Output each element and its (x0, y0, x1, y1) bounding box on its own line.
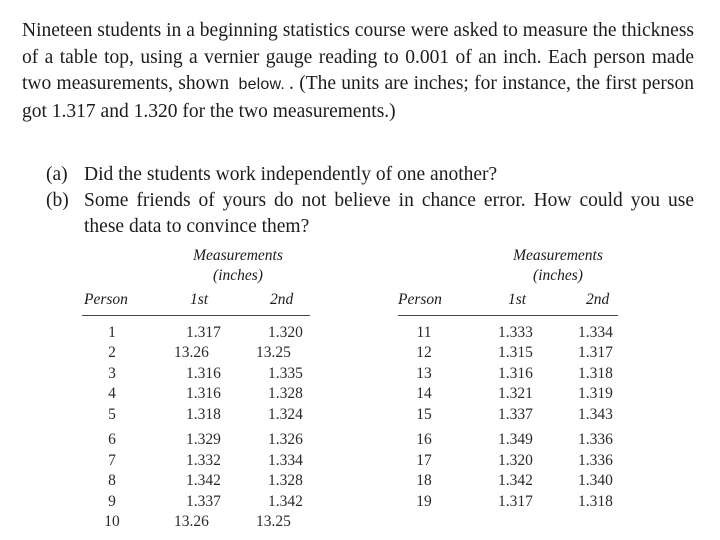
measurement-second: 13.25 (256, 513, 291, 530)
person-number: 16 (416, 431, 432, 448)
right-col-second: 2nd (586, 291, 610, 308)
question-b (46, 188, 694, 240)
measurement-first: 1.332 (186, 452, 221, 469)
left-group-header (168, 246, 308, 286)
paragraph-part-1: Nineteen students in a beginning statistics course were asked to measure the thickness of a table top, using a vernier gauge reading to 0.001 of an inch. Each person made two measurements, shown (22, 20, 694, 94)
measurement-first: 1.317 (498, 493, 533, 510)
left-col-first: 1st (190, 291, 209, 308)
person-number: 14 (416, 385, 432, 402)
question-b-label: (b) (46, 190, 69, 211)
measurement-first: 1.333 (498, 324, 533, 341)
measurement-first: 1.349 (498, 431, 533, 448)
measurement-second: 1.318 (578, 493, 613, 510)
measurement-first: 1.316 (186, 365, 221, 382)
measurement-second: 1.336 (578, 431, 613, 448)
left-col-person: Person (84, 291, 128, 308)
question-b-text: Some friends of yours do not believe in chance error. How could you use these data to convince them? (84, 190, 694, 237)
person-number: 18 (416, 472, 432, 489)
measurement-second: 1.320 (268, 324, 303, 341)
measurement-second: 1.334 (578, 324, 613, 341)
person-number: 1 (108, 324, 116, 341)
right-col-first: 1st (508, 291, 527, 308)
measurement-first: 1.316 (498, 365, 533, 382)
person-number: 15 (416, 406, 432, 423)
measurement-second: 1.317 (578, 344, 613, 361)
paragraph-part-2: . (The units are inches; for instance, the first person got 1.317 and 1.320 for the two measurements.) (22, 73, 695, 122)
person-number: 10 (104, 513, 120, 530)
person-number: 11 (416, 324, 432, 341)
measurement-first: 1.337 (498, 406, 533, 423)
right-header-rule (398, 315, 618, 316)
measurement-second: 1.343 (578, 406, 613, 423)
measurement-first: 1.318 (186, 406, 221, 423)
measurement-second: 1.336 (578, 452, 613, 469)
person-number: 17 (416, 452, 432, 469)
measurement-second: 1.324 (268, 406, 303, 423)
person-number: 12 (416, 344, 432, 361)
person-number: 5 (108, 406, 116, 423)
measurement-first: 1.317 (186, 324, 221, 341)
measurement-second: 1.328 (268, 385, 303, 402)
measurement-first: 1.342 (186, 472, 221, 489)
right-group-header (488, 246, 628, 286)
person-number: 6 (108, 431, 116, 448)
problem-paragraph (22, 18, 694, 125)
measurement-second: 1.328 (268, 472, 303, 489)
measurement-second: 1.335 (268, 365, 303, 382)
person-number: 3 (108, 365, 116, 382)
measurement-first: 1.315 (498, 344, 533, 361)
question-a-label: (a) (46, 164, 68, 185)
right-col-person: Person (398, 291, 442, 308)
measurement-second: 1.334 (268, 452, 303, 469)
measurement-first: 1.337 (186, 493, 221, 510)
measurement-second: 13.25 (256, 344, 291, 361)
paragraph-insert: below. (238, 76, 286, 93)
person-number: 4 (108, 385, 116, 402)
person-number: 7 (108, 452, 116, 469)
measurement-first: 13.26 (174, 344, 209, 361)
left-col-second: 2nd (270, 291, 294, 308)
measurement-first: 1.321 (498, 385, 533, 402)
question-a-text: Did the students work independently of one another? (84, 164, 498, 185)
measurement-second: 1.340 (578, 472, 613, 489)
measurement-second: 1.318 (578, 365, 613, 382)
person-number: 13 (416, 365, 432, 382)
left-group-header-line2: (inches) (213, 267, 263, 284)
person-number: 9 (108, 493, 116, 510)
measurement-second: 1.319 (578, 385, 613, 402)
question-a (46, 162, 497, 188)
measurement-first: 13.26 (174, 513, 209, 530)
measurement-first: 1.320 (498, 452, 533, 469)
person-number: 8 (108, 472, 116, 489)
left-header-rule (82, 315, 310, 316)
measurement-second: 1.326 (268, 431, 303, 448)
right-group-header-line1: Measurements (513, 247, 603, 264)
left-group-header-line1: Measurements (193, 247, 283, 264)
measurement-first: 1.342 (498, 472, 533, 489)
person-number: 19 (416, 493, 432, 510)
right-group-header-line2: (inches) (533, 267, 583, 284)
measurement-second: 1.342 (268, 493, 303, 510)
measurement-first: 1.329 (186, 431, 221, 448)
person-number: 2 (108, 344, 116, 361)
measurement-first: 1.316 (186, 385, 221, 402)
